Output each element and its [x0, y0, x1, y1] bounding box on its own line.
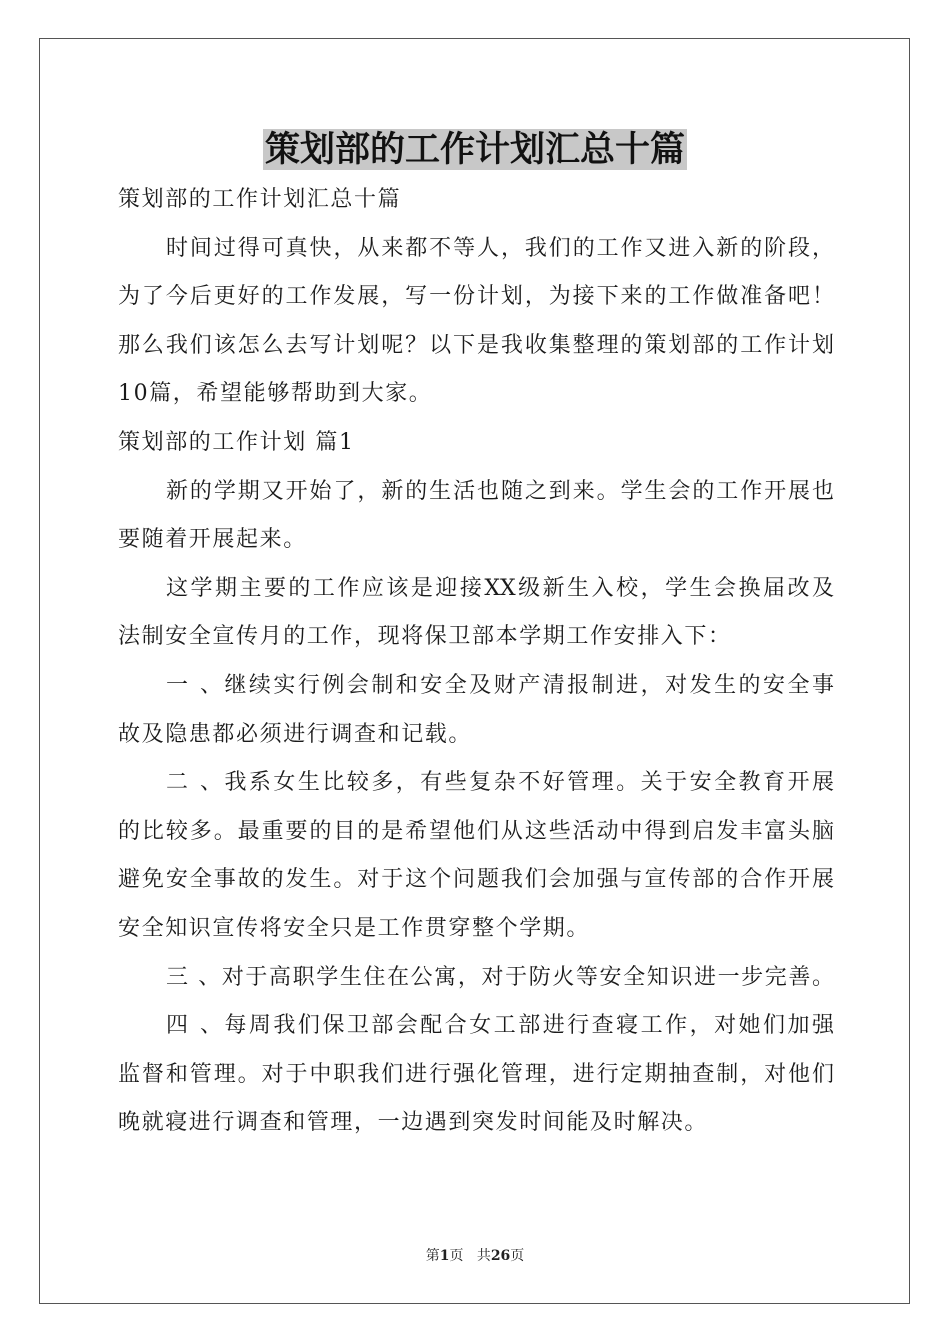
current-page-number: 1 [439, 1248, 450, 1264]
text-line: 四 、每周我们保卫部会配合女工部进行查寝工作，对她们加强 [166, 1013, 834, 1039]
text-line: 一 、继续实行例会制和安全及财产清报制进，对发生的安全事 [166, 672, 834, 698]
text-line: 二 、我系女生比较多，有些复杂不好管理。关于安全教育开展 [166, 770, 834, 796]
text-line: 策划部的工作计划 篇1 [118, 429, 355, 455]
text-line: 新的学期又开始了，新的生活也随之到来。学生会的工作开展也 [166, 478, 834, 504]
text-line: 为了今后更好的工作发展，写一份计划，为接下来的工作做准备吧！ [118, 284, 834, 310]
page-footer [0, 1246, 950, 1266]
text-line: 策划部的工作计划汇总十篇 [118, 187, 402, 212]
footer-total-suffix: 页 [510, 1248, 525, 1264]
text-line: 这学期主要的工作应该是迎接XX级新生入校，学生会换届改及 [166, 575, 834, 601]
text-line: 监督和管理。对于中职我们进行强化管理，进行定期抽查制，对他们 [118, 1061, 834, 1087]
text-line: 三 、对于高职学生住在公寓，对于防火等安全知识进一步完善。 [166, 964, 834, 990]
document-title-text: 策划部的工作计划汇总十篇 [264, 129, 685, 170]
text-line: 法制安全宣传月的工作，现将保卫部本学期工作安排入下： [118, 624, 732, 650]
footer-total-prefix: 共 [476, 1248, 491, 1264]
text-line: 10篇，希望能够帮助到大家。 [118, 381, 433, 407]
text-line: 晚就寝进行调查和管理，一边遇到突发时间能及时解决。 [118, 1110, 709, 1136]
text-line: 的比较多。最重要的目的是希望他们从这些活动中得到启发丰富头脑 [118, 818, 834, 844]
footer-page-suffix: 页 [449, 1248, 464, 1264]
document-body [118, 176, 834, 1148]
text-line: 时间过得可真快，从来都不等人，我们的工作又进入新的阶段， [166, 235, 834, 261]
document-title [0, 126, 950, 174]
text-line: 故及隐患都必须进行调查和记载。 [118, 721, 473, 747]
footer-prefix: 第 [425, 1248, 440, 1264]
text-line: 那么我们该怎么去写计划呢？以下是我收集整理的策划部的工作计划 [118, 332, 834, 358]
text-line: 安全知识宣传将安全只是工作贯穿整个学期。 [118, 915, 591, 941]
total-pages-number: 26 [490, 1248, 511, 1264]
text-line: 要随着开展起来。 [118, 527, 307, 553]
text-line: 避免安全事故的发生。对于这个问题我们会加强与宣传部的合作开展 [118, 867, 834, 893]
